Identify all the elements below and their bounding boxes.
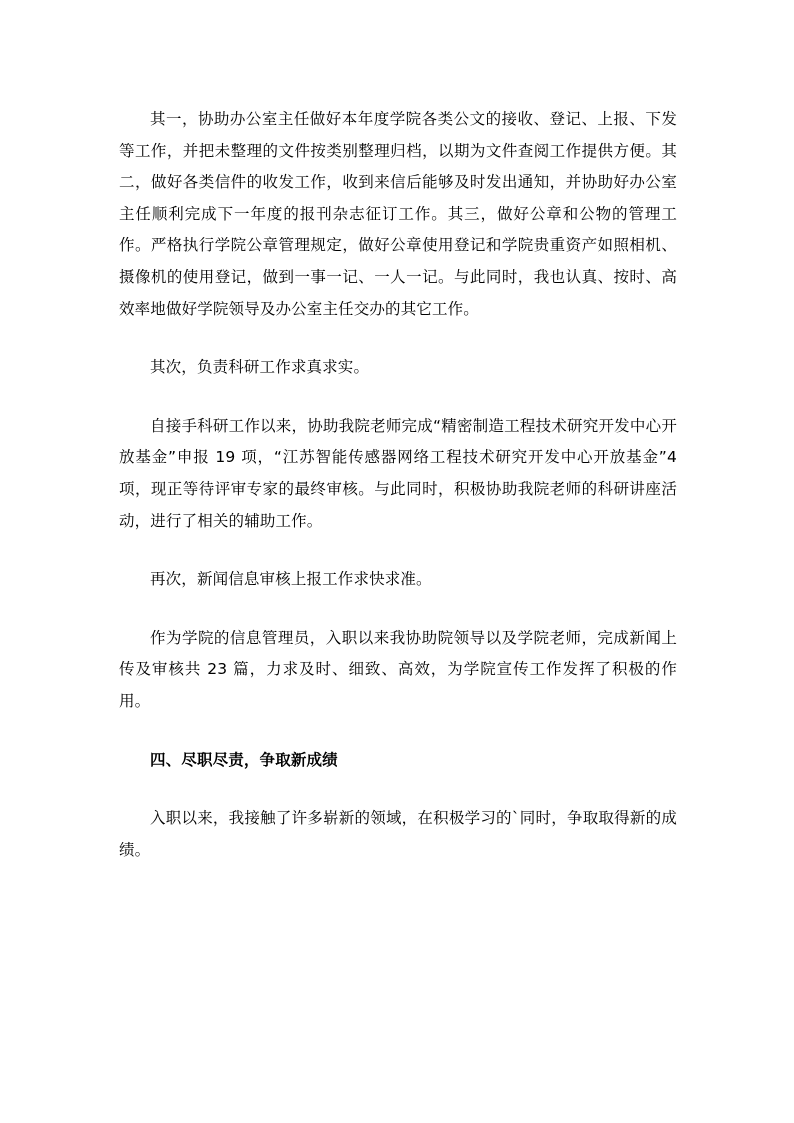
paragraph-new-achievements: 入职以来，我接触了许多崭新的领域，在积极学习的`同时，争取取得新的成绩。 xyxy=(119,809,677,859)
paragraph-spacer xyxy=(119,718,677,745)
paragraph-research-intro: 其次，负责科研工作求真求实。 xyxy=(150,358,370,377)
paragraph-spacer xyxy=(119,384,677,411)
section-heading-four: 四、尽职尽责，争取新成绩 xyxy=(150,750,338,769)
paragraph-news-details: 作为学院的信息管理员，入职以来我协助院领导以及学院老师，完成新闻上传及审核共 23 篇，力求及时、细致、高效，为学院宣传工作发挥了积极的作用。 xyxy=(119,628,677,710)
paragraph-office-duties: 其一，协助办公室主任做好本年度学院各类公文的接收、登记、上报、下发等工作，并把未整理的文件按类别整理归档，以期为文件查阅工作提供方便。其二，做好各类信件的收发工作，收到来信后能够及时发出通知，并协助好办公室主任顺利完成下一年度的报刊杂志征订工作。其三，做好公章和公物的管理工作。严格执行学院公章管理规定，做好公章使用登记和学院贵重资产如照相机、摄像机的使用登记，做到一事一记、一人一记。与此同时，我也认真、按时、高效率地做好学院领导及办公室主任交办的其它工作。 xyxy=(119,110,677,318)
paragraph-research-details: 自接手科研工作以来，协助我院老师完成“精密制造工程技术研究开发中心开放基金”申报 19 项，“江苏智能传感器网络工程技术研究开发中心开放基金”4 项，现正等待评审专家的最终审核。与此同时，积极协助我院老师的科研讲座活动，进行了相关的辅助工作。 xyxy=(119,416,677,530)
paragraph-spacer xyxy=(119,776,677,803)
document-body xyxy=(119,104,677,866)
paragraph-spacer xyxy=(119,325,677,352)
paragraph-spacer xyxy=(119,596,677,623)
paragraph-news-intro: 再次，新闻信息审核上报工作求快求准。 xyxy=(150,570,432,589)
paragraph-spacer xyxy=(119,537,677,564)
